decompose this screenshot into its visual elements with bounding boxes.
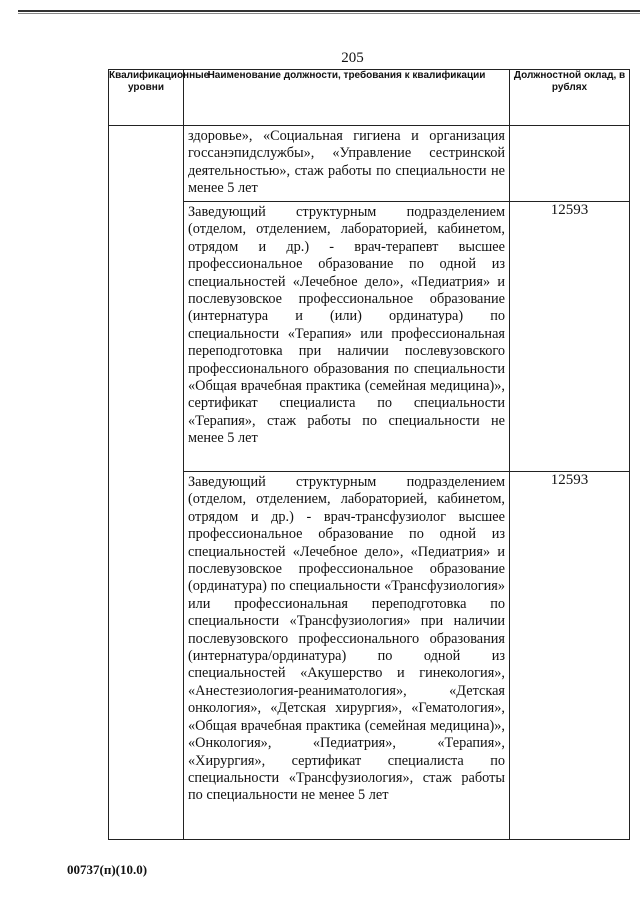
header-salary: Должностной оклад, в рублях	[510, 70, 630, 126]
salary-cell	[510, 126, 630, 202]
table-row	[109, 126, 630, 202]
header-qualification-levels: Квалификационные уровни	[109, 70, 184, 126]
requirements-text: здоровье», «Социальная гигиена и организация госсанэпидслужбы», «Управление сестринской деятельностью», стаж работы по специальности не менее 5 лет	[188, 128, 505, 197]
requirements-text: Заведующий структурным подразделением (отделом, отделением, лабораторией, кабинетом, отрядом и др.) - врач-терапевт высшее профессиональное образование по одной из специальностей «Лечебное дело», «Педиатрия» и послевузовское профессиональное образование (интернатура и (или) ординатура) по специальности «Терапия» или профессиональная переподготовка при наличии послевузовского профессионального образования по специальности «Общая врачебная практика (семейная медицина)», сертификат специалиста по специальности «Терапия», стаж работы по специальности не менее 5 лет	[188, 204, 505, 447]
requirements-text: Заведующий структурным подразделением (отделом, отделением, лабораторией, кабинетом, отрядом и др.) - врач-трансфузиолог высшее профессиональное образование по одной из специальностей «Лечебное дело», «Педиатрия» и послевузовское профессиональное образование (ординатура) по специальности «Трансфузиология» или профессиональная переподготовка по специальности «Трансфузиология» при наличии послевузовского профессионального образования (интернатура/ординатура) по одной из специальностей «Акушерство и гинекология», «Анестезиология-реаниматология», «Детская онкология», «Детская хирургия», «Гематология», «Общая врачебная практика (семейная медицина)», «Онкология», «Педиатрия», «Терапия», «Хирургия», сертификат специалиста по специальности «Трансфузиология», стаж работы по специальности не менее 5 лет	[188, 474, 505, 804]
table-row	[109, 472, 630, 840]
header-position-requirements: Наименование должности, требования к квалификации	[184, 70, 510, 126]
table-row	[109, 202, 630, 472]
qualification-level-cell	[109, 126, 184, 840]
salary-cell: 12593	[510, 472, 630, 840]
page-number: 205	[341, 50, 364, 66]
requirements-cell	[184, 126, 510, 202]
salary-cell: 12593	[510, 202, 630, 472]
requirements-cell	[184, 472, 510, 840]
table-header-row	[109, 70, 630, 126]
document-code: 00737(п)(10.0)	[67, 862, 148, 877]
top-rule-thin	[18, 13, 640, 14]
top-rule	[18, 10, 640, 12]
requirements-cell	[184, 202, 510, 472]
qualification-table	[108, 69, 630, 840]
